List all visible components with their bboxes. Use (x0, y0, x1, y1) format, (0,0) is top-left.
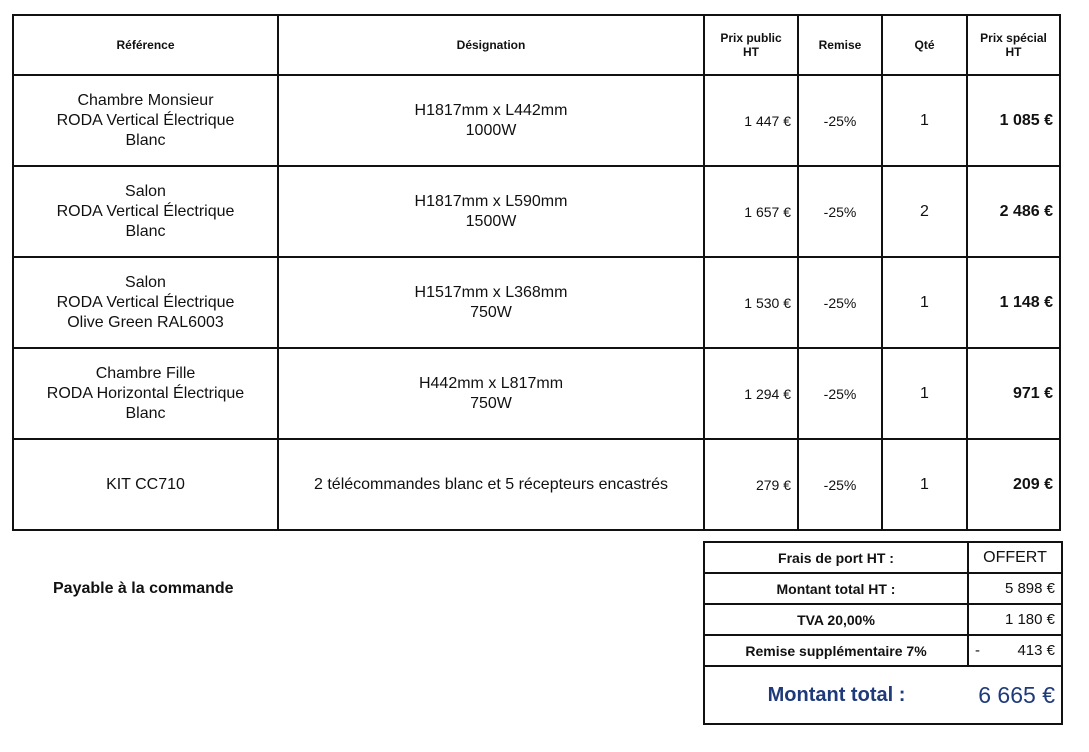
reference-line: RODA Vertical Électrique (56, 111, 235, 129)
prix-public-cell: 1 657 € (704, 166, 798, 257)
prix-special-cell: 1 148 € (967, 257, 1060, 348)
montant-ht-label: Montant total HT : (704, 573, 968, 604)
tva-label: TVA 20,00% (704, 604, 968, 635)
header-designation: Désignation (278, 15, 704, 75)
reference-cell (13, 348, 278, 439)
prix-special-cell: 209 € (967, 439, 1060, 530)
table-row (13, 75, 1060, 166)
totals-table (703, 541, 1063, 725)
prix-public-cell: 1 447 € (704, 75, 798, 166)
header-prix-public: Prix public HT (704, 15, 798, 75)
grand-total-label: Montant total : (704, 666, 968, 724)
designation-line: 1500W (465, 212, 517, 230)
reference-line: Chambre Fille (95, 364, 196, 382)
reference-line: KIT CC710 (106, 475, 185, 493)
qte-cell: 1 (882, 439, 967, 530)
totals-row-tva (704, 604, 1062, 635)
prix-special-cell: 971 € (967, 348, 1060, 439)
reference-line: RODA Vertical Électrique (56, 202, 235, 220)
designation-line: H1817mm x L442mm (414, 101, 568, 119)
designation-line: H442mm x L817mm (418, 374, 564, 392)
qte-cell: 1 (882, 257, 967, 348)
designation-line: H1817mm x L590mm (414, 192, 568, 210)
table-header-row (13, 15, 1060, 75)
reference-line: RODA Vertical Électrique (56, 293, 235, 311)
reference-line: Blanc (125, 222, 166, 240)
qte-cell: 1 (882, 75, 967, 166)
table-body (13, 75, 1060, 530)
remise-supp-label: Remise supplémentaire 7% (704, 635, 968, 666)
header-reference: Référence (13, 15, 278, 75)
designation-cell (278, 348, 704, 439)
quote-table (12, 14, 1061, 531)
reference-line: RODA Horizontal Électrique (46, 384, 245, 402)
table-row (13, 257, 1060, 348)
payment-note: Payable à la commande (53, 580, 234, 597)
reference-line: Olive Green RAL6003 (67, 313, 224, 331)
totals-row-montant-ht (704, 573, 1062, 604)
reference-line: Chambre Monsieur (77, 91, 214, 109)
totals-row-remise (704, 635, 1062, 666)
remise-supp-prefix: - (975, 642, 980, 659)
remise-cell: -25% (798, 75, 882, 166)
header-qte: Qté (882, 15, 967, 75)
prix-public-cell: 279 € (704, 439, 798, 530)
frais-value: OFFERT (968, 542, 1062, 573)
grand-total-value: 6 665 € (968, 666, 1062, 724)
reference-cell (13, 75, 278, 166)
prix-special-cell: 2 486 € (967, 166, 1060, 257)
designation-line: H1517mm x L368mm (414, 283, 568, 301)
prix-public-cell: 1 294 € (704, 348, 798, 439)
totals-row-grand (704, 666, 1062, 724)
prix-special-cell: 1 085 € (967, 75, 1060, 166)
reference-cell (13, 257, 278, 348)
reference-line: Blanc (125, 404, 166, 422)
remise-supp-value: 413 € (1017, 642, 1055, 659)
designation-cell (278, 75, 704, 166)
reference-cell (13, 439, 278, 530)
reference-line: Salon (125, 273, 166, 291)
frais-label: Frais de port HT : (704, 542, 968, 573)
reference-line: Blanc (125, 131, 166, 149)
designation-cell (278, 166, 704, 257)
table-row (13, 439, 1060, 530)
remise-supp-cell (968, 635, 1062, 666)
reference-cell (13, 166, 278, 257)
prix-public-cell: 1 530 € (704, 257, 798, 348)
tva-value: 1 180 € (968, 604, 1062, 635)
montant-ht-value: 5 898 € (968, 573, 1062, 604)
header-prix-special: Prix spécial HT (967, 15, 1060, 75)
reference-line: Salon (125, 182, 166, 200)
designation-cell (278, 439, 704, 530)
remise-cell: -25% (798, 257, 882, 348)
designation-line: 750W (470, 394, 512, 412)
qte-cell: 2 (882, 166, 967, 257)
qte-cell: 1 (882, 348, 967, 439)
header-remise: Remise (798, 15, 882, 75)
table-row (13, 348, 1060, 439)
designation-line: 1000W (465, 121, 517, 139)
designation-cell (278, 257, 704, 348)
remise-cell: -25% (798, 439, 882, 530)
designation-line: 2 télécommandes blanc et 5 récepteurs encastrés (314, 475, 668, 493)
totals-row-frais (704, 542, 1062, 573)
designation-line: 750W (470, 303, 512, 321)
remise-cell: -25% (798, 348, 882, 439)
table-row (13, 166, 1060, 257)
remise-cell: -25% (798, 166, 882, 257)
